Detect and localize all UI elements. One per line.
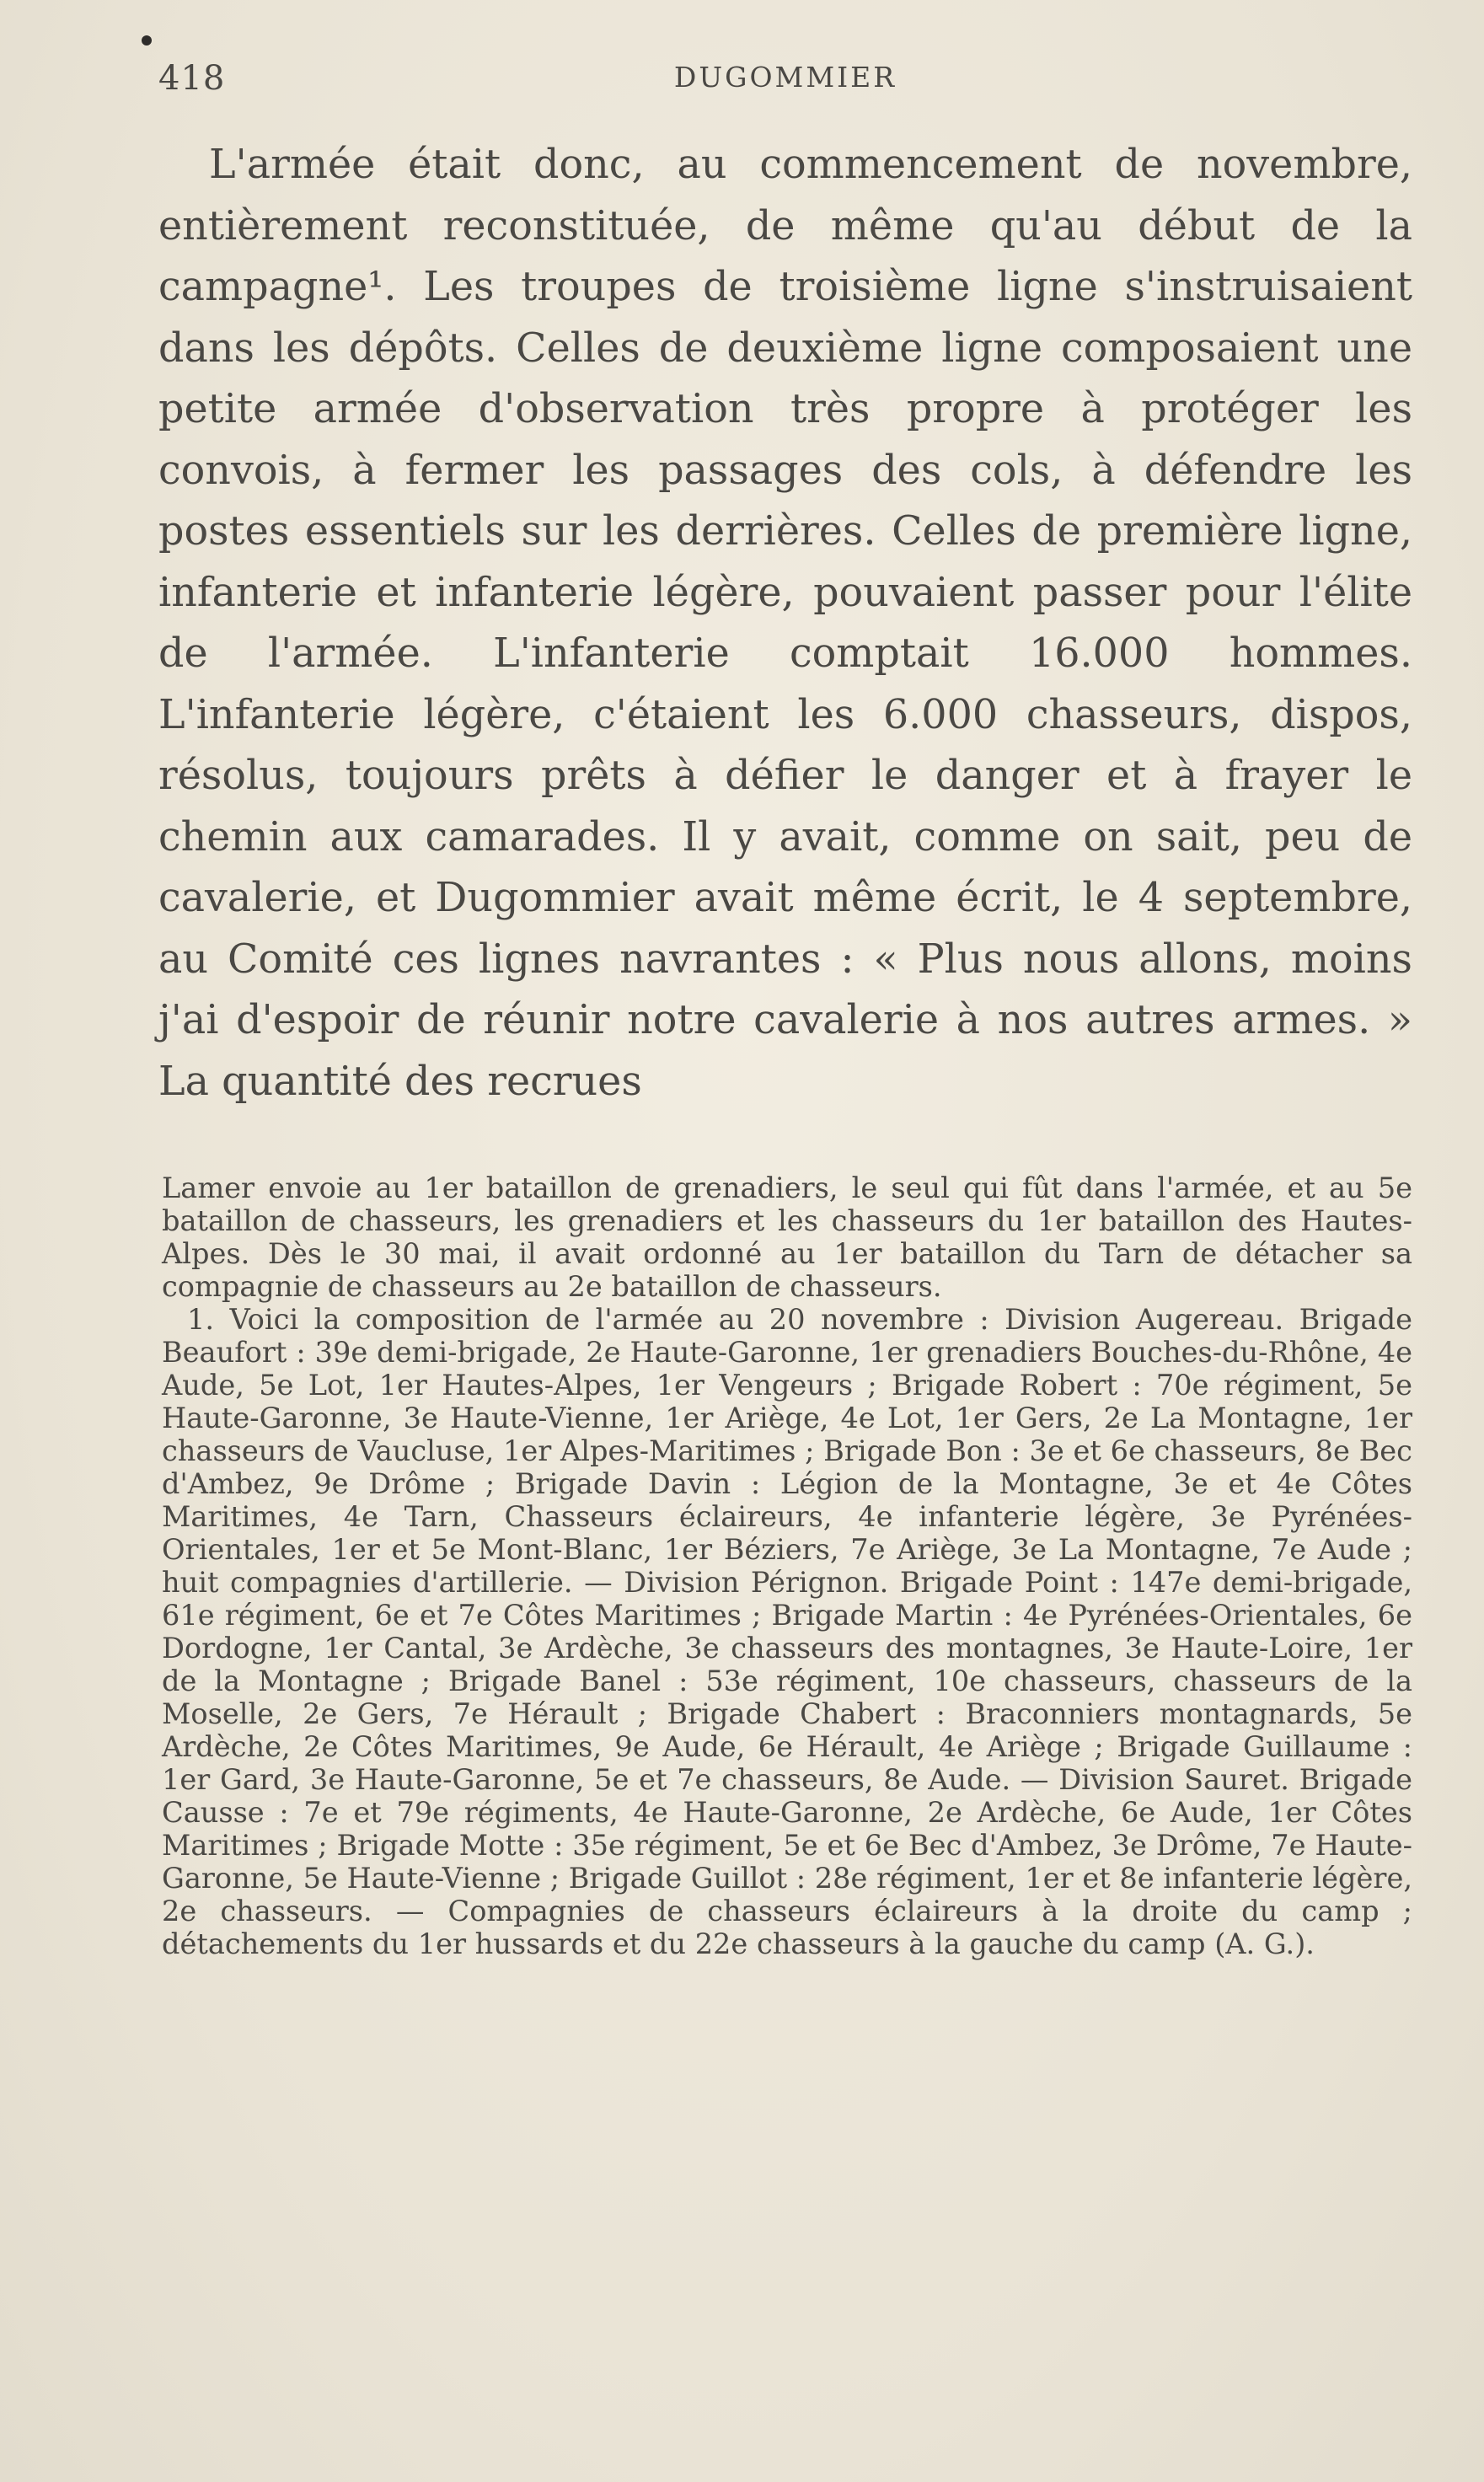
ink-speck xyxy=(142,35,152,46)
footnotes xyxy=(162,1171,1412,1960)
footnote-1: 1. Voici la composition de l'armée au 20 novembre : Division Augereau. Brigade Beaufort : 39e demi-brigade, 2e Haute-Garonne, 1er grenadiers Bouches-du-Rhône, 4e Aude, 5e Lot, 1er Hautes-Alpes, 1er Vengeurs ; Brigade Robert : 70e régiment, 5e Haute-Garonne, 3e Haute-Vienne, 1er Ariège, 4e Lot, 1er Gers, 2e La Montagne, 1er chasseurs de Vaucluse, 1er Alpes-Maritimes ; Brigade Bon : 3e et 6e chasseurs, 8e Bec d'Ambez, 9e Drôme ; Brigade Davin : Légion de la Montagne, 3e et 4e Côtes Maritimes, 4e Tarn, Chasseurs éclaireurs, 4e infanterie légère, 3e Pyrénées-Orientales, 1er et 5e Mont-Blanc, 1er Béziers, 7e Ariège, 3e La Montagne, 7e Aude ; huit compagnies d'artillerie. — Division Pérignon. Brigade Point : 147e demi-brigade, 61e régiment, 6e et 7e Côtes Maritimes ; Brigade Martin : 4e Pyrénées-Orientales, 6e Dordogne, 1er Cantal, 3e Ardèche, 3e chasseurs des montagnes, 3e Haute-Loire, 1er de la Montagne ; Brigade Banel : 53e régiment, 10e chasseurs, chasseurs de la Moselle, 2e Gers, 7e Hérault ; Brigade Chabert : Braconniers montagnards, 5e Ardèche, 2e Côtes Maritimes, 9e Aude, 6e Hérault, 4e Ariège ; Brigade Guillaume : 1er Gard, 3e Haute-Garonne, 5e et 7e chasseurs, 8e Aude. — Division Sauret. Brigade Causse : 7e et 79e régiments, 4e Haute-Garonne, 2e Ardèche, 6e Aude, 1er Côtes Maritimes ; Brigade Motte : 35e régiment, 5e et 6e Bec d'Ambez, 3e Drôme, 7e Haute-Garonne, 5e Haute-Vienne ; Brigade Guillot : 28e régiment, 1er et 8e infanterie légère, 2e chasseurs. — Compagnies de chasseurs éclaireurs à la droite du camp ; détachements du 1er hussards et du 22e chasseurs à la gauche du camp (A. G.). xyxy=(162,1303,1413,1960)
running-head: DUGOMMIER xyxy=(673,61,897,94)
footnote-continued: Lamer envoie au 1er bataillon de grenadiers, le seul qui fût dans l'armée, et au 5e bataillon de chasseurs, les grenadiers et les chasseurs du 1er bataillon des Hautes-Alpes. Dès le 30 mai, il avait ordonné au 1er bataillon du Tarn de détacher sa compagnie de chasseurs au 2e bataillon de chasseurs. xyxy=(162,1171,1412,1303)
page-header xyxy=(158,52,1412,103)
page-number: 418 xyxy=(158,59,226,98)
main-paragraph: L'armée était donc, au commencement de novembre, entièrement reconstituée, de même qu'au début de la campagne¹. Les troupes de troisième ligne s'instruisaient dans les dépôts. Celles de deuxième ligne composaient une petite armée d'observation très propre à protéger les convois, à fermer les passages des cols, à défendre les postes essentiels sur les derrières. Celles de première ligne, infanterie et infanterie légère, pouvaient passer pour l'élite de l'armée. L'infanterie comptait 16.000 hommes. L'infanterie légère, c'étaient les 6.000 chasseurs, dispos, résolus, toujours prêts à défier le danger et à frayer le chemin aux camarades. Il y avait, comme on sait, peu de cavalerie, et Dugommier avait même écrit, le 4 septembre, au Comité ces lignes navrantes : « Plus nous allons, moins j'ai d'espoir de réunir notre cavalerie à nos autres armes. » La quantité des recrues xyxy=(158,142,1412,1105)
